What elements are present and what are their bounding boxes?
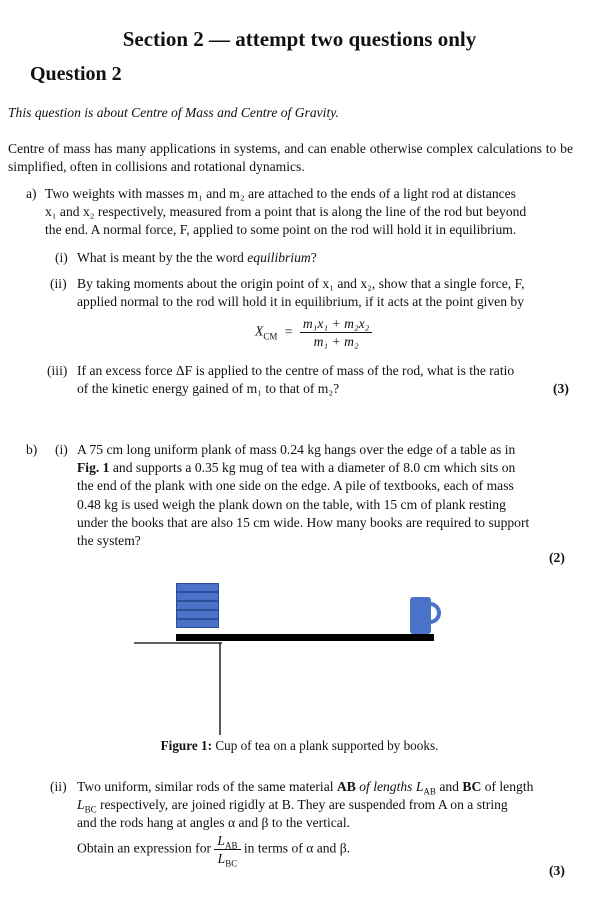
part-b-i-line-5: under the books that are also 15 cm wide. How many books are required to support [77, 514, 530, 530]
figure-caption-label: Figure 1: [160, 738, 213, 753]
part-a-line-3: the end. A normal force, F, applied to some point on the rod will hold it in equilibrium. [45, 222, 517, 238]
section-title: Section 2 — attempt two questions only [122, 27, 477, 51]
part-a-marks: (3) [553, 381, 569, 396]
equation-numerator: m₁x₁ + m₂x₂ [300, 315, 373, 333]
part-b-label: b) [26, 442, 38, 457]
part-b-i-label: (i) [55, 442, 68, 457]
part-a-ii-line-2: applied normal to the rod will hold it in equilibrium, if it acts at the point given by [77, 294, 525, 310]
intro-paragraph: Centre of mass has many applications in systems, and can enable otherwise complex calculations to be simplified, often in collisions and rotational dynamics. [8, 141, 573, 175]
part-a-i-emphasis: equilibrium [247, 250, 311, 265]
part-a-i-label: (i) [55, 250, 68, 265]
figure-1-caption [0, 737, 599, 755]
ratio-denominator [214, 850, 240, 867]
part-b-ii-label: (ii) [50, 779, 67, 794]
part-b-i-line-1: A 75 cm long uniform plank of mass 0.24 kg hangs over the edge of a table as in [77, 442, 516, 457]
equation-lhs: X [255, 323, 264, 339]
part-b-i-line-2-rest: and supports a 0.35 kg mug of tea with a diameter of 8.0 cm which sits on [112, 460, 516, 476]
part-a-label: a) [26, 186, 37, 201]
part-a-line-2: x₁ and x₂ respectively, measured from a point that is along the line of the rod but beyond [45, 204, 527, 220]
part-a-ii-line-1: By taking moments about the origin point of x₁ and x₂, show that a single force, F, [77, 276, 525, 291]
ratio-den-symbol: L [217, 851, 226, 866]
part-b-ii-line-1-b: of lengths L [359, 779, 424, 794]
length-ab-sub: AB [423, 786, 436, 797]
book-4 [177, 611, 219, 619]
part-b-i-line-6: the system? [77, 533, 141, 549]
part-b-ii-marks: (3) [549, 863, 565, 878]
part-a-iii-line-1: If an excess force ΔF is applied to the centre of mass of the rod, what is the ratio [77, 363, 515, 378]
ratio-numerator [214, 832, 240, 850]
part-a-ii-label: (ii) [50, 276, 67, 291]
equation-fraction [300, 315, 373, 350]
textbook-stack [177, 584, 219, 628]
part-b-i-line-3: the end of the plank with one side on the edge. A pile of textbooks, each of mass [77, 478, 514, 494]
book-2 [177, 593, 219, 601]
part-b-ii-text [77, 778, 573, 833]
part-a-ii-text [77, 275, 573, 311]
part-b-ii-line-2 [77, 796, 573, 814]
mug-handle [430, 604, 439, 622]
plank [176, 634, 434, 641]
ratio-den-sub: BC [225, 858, 238, 869]
part-b-ii-line-3: and the rods hang at angles α and β to the vertical. [77, 815, 350, 831]
ratio-num-symbol: L [217, 833, 225, 848]
part-b-i-text [77, 441, 573, 550]
book-3 [177, 602, 219, 610]
intro-text: This question is about Centre of Mass and Centre of Gravity. [8, 105, 339, 120]
part-b-ii-line-1-d: of length [484, 779, 534, 794]
part-a-iii-line-2: of the kinetic energy gained of m₁ to that of m₂? [77, 381, 340, 397]
question-title: Question 2 [30, 63, 122, 85]
equation-equals: = [284, 323, 293, 339]
length-bc-symbol: L [77, 797, 85, 813]
part-b-i-line-4: 0.48 kg is used weigh the plank down on the table, with 15 cm of plank resting [77, 496, 506, 512]
rod-ab-label: AB [336, 779, 356, 794]
book-1 [177, 584, 219, 592]
part-a-i-after: ? [310, 250, 317, 265]
part-b-ii-line-1-a: Two uniform, similar rods of the same material [77, 779, 334, 794]
part-b-ii-line-4-a: Obtain an expression for [77, 840, 212, 856]
rod-bc-label: BC [462, 779, 482, 794]
part-a-i-text [77, 249, 317, 267]
mug-body [410, 597, 431, 634]
length-bc-sub: BC [84, 804, 97, 815]
part-b-ii-line-2-b: respectively, are joined rigidly at B. They are suspended from A on a string [99, 797, 508, 813]
part-a-i-before: What is meant by the the word [77, 250, 244, 265]
figure-caption-text: Cup of tea on a plank supported by books. [215, 738, 439, 753]
equation-denominator: m₁ + m₂ [313, 334, 359, 349]
part-b-ii-line-1 [77, 778, 573, 796]
part-b-i-line-2 [77, 459, 573, 477]
equation-lhs-sub: CM [263, 331, 278, 342]
part-a-line-1: Two weights with masses m₁ and m₂ are attached to the ends of a light rod at distances [45, 186, 516, 201]
part-a-text [45, 185, 573, 240]
part-b-ii-line-1-c: and [439, 779, 459, 794]
part-a-iii-text [77, 362, 573, 398]
book-5 [177, 620, 219, 628]
part-b-ii-line-4 [77, 832, 350, 867]
part-a-iii-label: (iii) [47, 363, 68, 378]
part-b-ii-line-4-b: in terms of α and β. [243, 840, 351, 856]
equation-xcm [255, 315, 372, 350]
ratio-num-sub: AB [224, 840, 238, 851]
figure-reference: Fig. 1 [77, 460, 110, 476]
figure-1-diagram [0, 580, 599, 740]
ratio-fraction [214, 832, 240, 867]
part-b-i-marks: (2) [549, 550, 565, 565]
mug-icon [410, 597, 439, 634]
